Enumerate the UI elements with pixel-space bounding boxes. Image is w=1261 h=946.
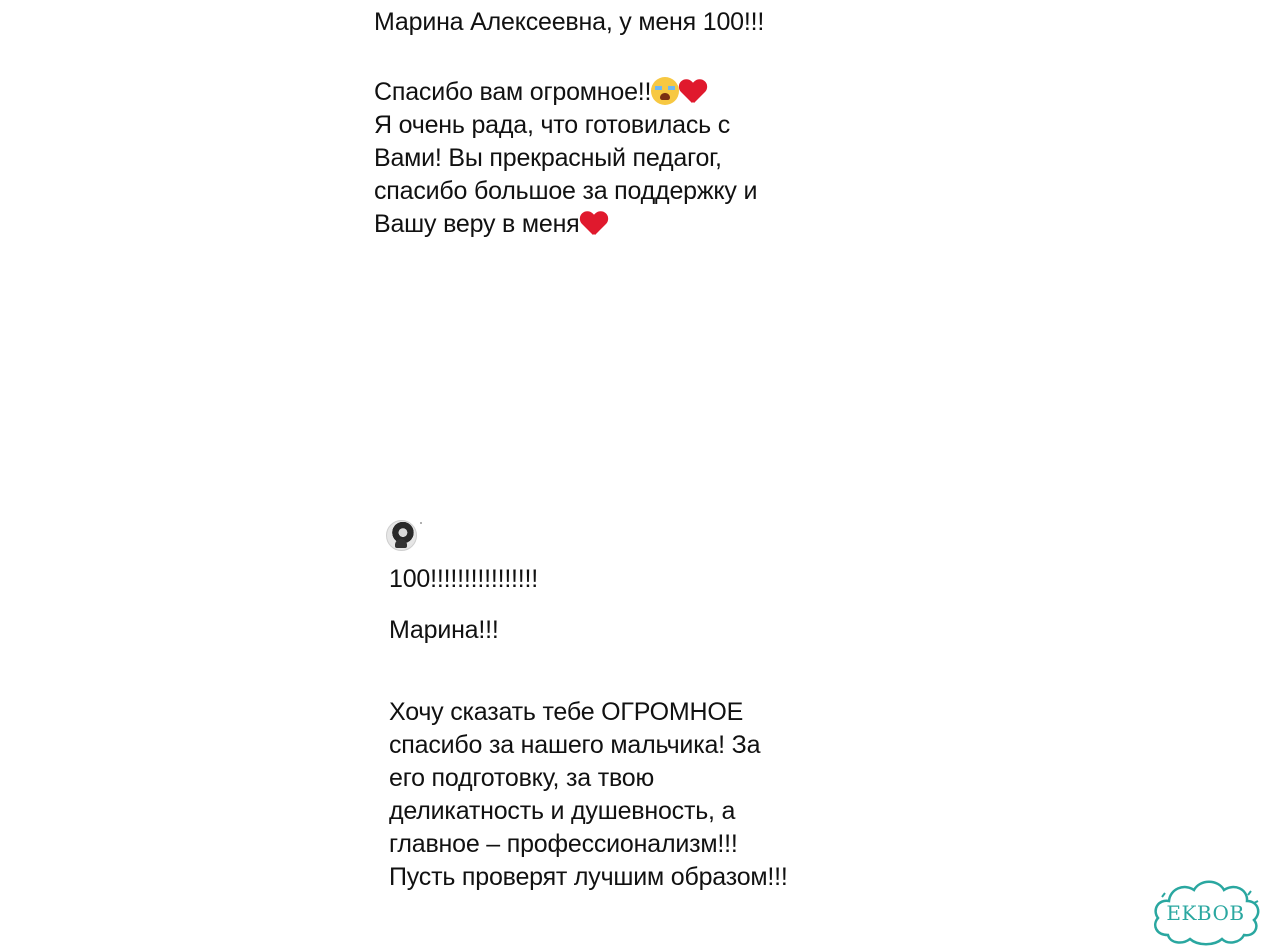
- avatar: [386, 520, 417, 551]
- message-line-text: Спасибо вам огромное!!: [374, 78, 652, 106]
- red-heart-icon: [580, 210, 608, 236]
- message-line: главное – профессионализм!!!: [389, 830, 738, 858]
- message-line: [374, 76, 764, 109]
- message-line: Марина Алексеевна, у меня 100!!!: [374, 8, 765, 36]
- message-line: Пусть проверят лучшим образом!!!: [389, 863, 788, 891]
- message-line: [374, 208, 764, 241]
- crying-face-icon: [651, 77, 679, 105]
- message-line: спасибо за нашего мальчика! За: [389, 731, 761, 759]
- message-line: его подготовку, за твою: [389, 764, 655, 792]
- message-line: Хочу сказать тебе ОГРОМНОЕ: [389, 698, 744, 726]
- ekbob-logo: [1150, 877, 1261, 946]
- message-block-2: [389, 520, 788, 894]
- message-line: Вами! Вы прекрасный педагог,: [374, 144, 722, 172]
- message-line: деликатность и душевность, а: [389, 797, 736, 825]
- message-line: спасибо большое за поддержку и: [374, 177, 758, 205]
- message-block-1: [374, 6, 764, 241]
- message-line: Я очень рада, что готовилась с: [374, 111, 730, 139]
- red-heart-icon: [679, 78, 707, 104]
- message-line-text: Вашу веру в меня: [374, 210, 580, 238]
- logo-text: EKBOB: [1166, 901, 1245, 925]
- dot-icon: [420, 522, 422, 524]
- message-line: Марина!!!: [389, 616, 499, 644]
- message-line: 100!!!!!!!!!!!!!!!!: [389, 565, 539, 593]
